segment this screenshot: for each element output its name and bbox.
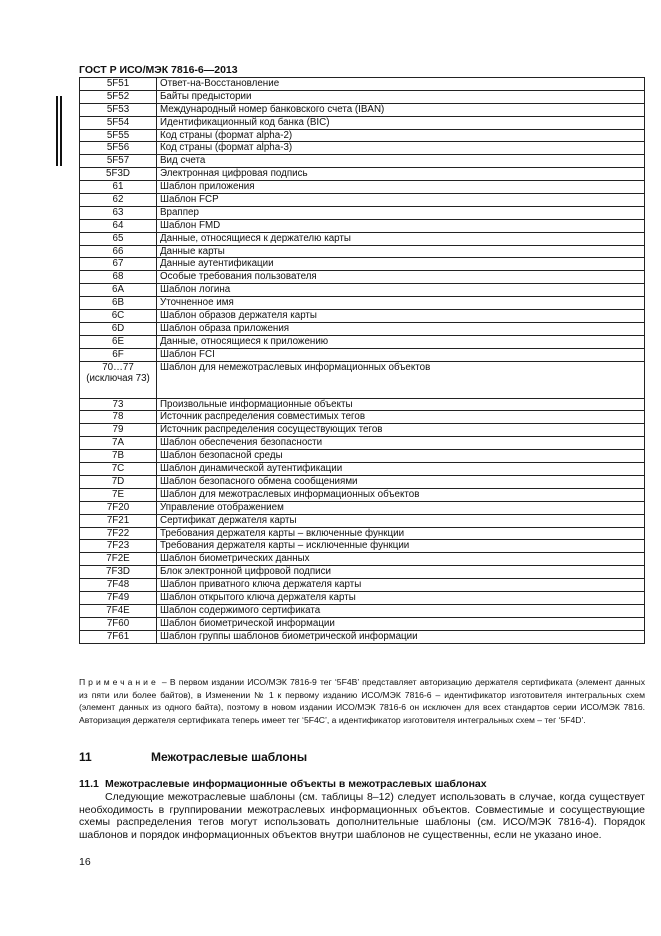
tag-description: Шаблон FCP <box>157 194 645 207</box>
tag-code: 6F <box>80 348 157 361</box>
tag-code: 7F48 <box>80 579 157 592</box>
tag-code: 7F2E <box>80 553 157 566</box>
tag-code: 6B <box>80 297 157 310</box>
tag-description: Особые требования пользователя <box>157 271 645 284</box>
tag-code: 6D <box>80 322 157 335</box>
tag-description: Шаблон биометрической информации <box>157 617 645 630</box>
tag-code: 78 <box>80 411 157 424</box>
tag-description: Произвольные информационные объекты <box>157 398 645 411</box>
table-row <box>80 232 645 245</box>
tag-code: 62 <box>80 194 157 207</box>
tag-code: 5F53 <box>80 103 157 116</box>
section-heading <box>79 750 307 764</box>
table-row <box>80 245 645 258</box>
table-row <box>80 90 645 103</box>
table-row <box>80 527 645 540</box>
tag-description: Враппер <box>157 206 645 219</box>
table-row <box>80 297 645 310</box>
table-row <box>80 142 645 155</box>
table-row <box>80 540 645 553</box>
tag-description: Шаблон для межотраслевых информационных объектов <box>157 488 645 501</box>
tag-description: Управление отображением <box>157 501 645 514</box>
page-number: 16 <box>79 856 91 868</box>
subsection-title: Межотраслевые информационные объекты в межотраслевых шаблонах <box>105 778 487 790</box>
tag-code: 7F23 <box>80 540 157 553</box>
tag-code: 5F54 <box>80 116 157 129</box>
table-row <box>80 116 645 129</box>
document-header: ГОСТ Р ИСО/МЭК 7816-6—2013 <box>79 64 238 76</box>
table-row <box>80 322 645 335</box>
tag-code: 7F22 <box>80 527 157 540</box>
table-row <box>80 310 645 323</box>
tag-code: 7E <box>80 488 157 501</box>
table-row <box>80 475 645 488</box>
body-paragraph: Следующие межотраслевые шаблоны (см. таблицы 8–12) следует использовать в случае, когда существует необходимость в группировании межотраслевых информационных объектов. Совместимые и сосуществующие схемы распределения тегов могут использовать дополнительные шаблоны (см. ИСО/МЭК 7816-4). Порядок шаблонов и порядок информационных объектов внутри шаблонов не существенны, если не указано иное. <box>79 791 645 842</box>
table-row <box>80 450 645 463</box>
table-row <box>80 488 645 501</box>
tag-code: 7D <box>80 475 157 488</box>
tag-description: Ответ-на-Восстановление <box>157 78 645 91</box>
table-row <box>80 129 645 142</box>
table-row <box>80 553 645 566</box>
tag-description: Шаблон биометрических данных <box>157 553 645 566</box>
tag-description: Данные, относящиеся к держателю карты <box>157 232 645 245</box>
table-row <box>80 617 645 630</box>
tag-description: Код страны (формат alpha-2) <box>157 129 645 142</box>
tag-code: 7F4E <box>80 604 157 617</box>
tag-description: Шаблон логина <box>157 284 645 297</box>
revision-bar <box>56 96 58 166</box>
tag-code: 7F20 <box>80 501 157 514</box>
table-row <box>80 566 645 579</box>
tags-table-body <box>80 78 645 644</box>
tag-description: Шаблон образов держателя карты <box>157 310 645 323</box>
tag-description: Шаблон динамической аутентификации <box>157 463 645 476</box>
tags-table <box>79 77 645 644</box>
tag-description: Шаблон FMD <box>157 219 645 232</box>
tag-code: 73 <box>80 398 157 411</box>
tag-code: 63 <box>80 206 157 219</box>
table-row <box>80 168 645 181</box>
tag-description: Данные аутентификации <box>157 258 645 271</box>
table-row <box>80 348 645 361</box>
note-text: – В первом издании ИСО/МЭК 7816-9 тег ‘5F4B’ представляет авторизацию держателя сертификата (элемент данных из пяти или более байтов), в Изменении № 1 к первому изданию ИСО/МЭК 7816-6 – идентификатор изготовителя интегральных схем (элемент данных из одного байта), поэтому в новом издании ИСО/МЭК 7816-6 он исключен для всех стандартов серии ИСО/МЭК 7816. Авторизация держателя сертификата теперь имеет тег ‘5F4C’, а идентификатор изготовителя интегральных схем – тег ‘5F4D’. <box>79 677 645 725</box>
tag-code: 6E <box>80 335 157 348</box>
table-row <box>80 630 645 643</box>
tag-code: 6C <box>80 310 157 323</box>
subsection-heading <box>79 778 487 790</box>
tag-description: Идентификационный код банка (BIC) <box>157 116 645 129</box>
revision-bar <box>60 96 62 166</box>
tag-description: Шаблон безопасного обмена сообщениями <box>157 475 645 488</box>
tag-code: 5F57 <box>80 155 157 168</box>
tag-description: Шаблон FCI <box>157 348 645 361</box>
table-row <box>80 194 645 207</box>
tag-description: Байты предыстории <box>157 90 645 103</box>
tag-code: 6A <box>80 284 157 297</box>
section-number: 11 <box>79 750 92 764</box>
tag-description: Шаблон открытого ключа держателя карты <box>157 591 645 604</box>
tag-description: Сертификат держателя карты <box>157 514 645 527</box>
table-row <box>80 463 645 476</box>
table-row <box>80 335 645 348</box>
tag-description: Блок электронной цифровой подписи <box>157 566 645 579</box>
tag-code: 7C <box>80 463 157 476</box>
tag-code: 5F51 <box>80 78 157 91</box>
tag-description: Шаблон для немежотраслевых информационных объектов <box>157 361 645 398</box>
tag-description: Шаблон безопасной среды <box>157 450 645 463</box>
table-row <box>80 437 645 450</box>
tag-code: 66 <box>80 245 157 258</box>
tag-description: Международный номер банковского счета (IBAN) <box>157 103 645 116</box>
tag-code: 7F61 <box>80 630 157 643</box>
tag-description: Электронная цифровая подпись <box>157 168 645 181</box>
tag-description: Код страны (формат alpha-3) <box>157 142 645 155</box>
subsection-number: 11.1 <box>79 778 99 790</box>
section-title: Межотраслевые шаблоны <box>151 750 308 764</box>
tag-description: Шаблон группы шаблонов биометрической информации <box>157 630 645 643</box>
tag-code: 64 <box>80 219 157 232</box>
table-row <box>80 103 645 116</box>
note-label: Примечание <box>79 677 159 687</box>
tag-code: 7F60 <box>80 617 157 630</box>
table-row <box>80 181 645 194</box>
tag-description: Шаблон приложения <box>157 181 645 194</box>
tag-code: 5F56 <box>80 142 157 155</box>
table-row <box>80 155 645 168</box>
tag-description: Источник распределения сосуществующих тегов <box>157 424 645 437</box>
tag-code: 61 <box>80 181 157 194</box>
tag-description: Источник распределения совместимых тегов <box>157 411 645 424</box>
tag-description: Шаблон содержимого сертификата <box>157 604 645 617</box>
tag-code: 65 <box>80 232 157 245</box>
tag-code: 7F21 <box>80 514 157 527</box>
tag-code: 67 <box>80 258 157 271</box>
tag-code: 5F55 <box>80 129 157 142</box>
tag-description: Вид счета <box>157 155 645 168</box>
table-row <box>80 258 645 271</box>
tag-code: 5F3D <box>80 168 157 181</box>
table-row <box>80 78 645 91</box>
tag-description: Уточненное имя <box>157 297 645 310</box>
tag-description: Требования держателя карты – исключенные функции <box>157 540 645 553</box>
tag-code: 70…77 (исключая 73) <box>80 361 157 398</box>
tag-code: 7F3D <box>80 566 157 579</box>
table-row <box>80 361 645 398</box>
tag-code: 79 <box>80 424 157 437</box>
table-note <box>79 676 645 726</box>
table-row <box>80 206 645 219</box>
table-row <box>80 271 645 284</box>
table-row <box>80 284 645 297</box>
table-row <box>80 579 645 592</box>
table-row <box>80 424 645 437</box>
tag-description: Требования держателя карты – включенные функции <box>157 527 645 540</box>
tag-code: 68 <box>80 271 157 284</box>
table-row <box>80 591 645 604</box>
table-row <box>80 219 645 232</box>
tag-description: Шаблон приватного ключа держателя карты <box>157 579 645 592</box>
table-row <box>80 398 645 411</box>
tag-code: 7B <box>80 450 157 463</box>
tag-code: 5F52 <box>80 90 157 103</box>
table-row <box>80 411 645 424</box>
tag-description: Шаблон образа приложения <box>157 322 645 335</box>
tag-description: Данные карты <box>157 245 645 258</box>
table-row <box>80 604 645 617</box>
tag-description: Шаблон обеспечения безопасности <box>157 437 645 450</box>
tag-code: 7F49 <box>80 591 157 604</box>
table-row <box>80 514 645 527</box>
tag-code: 7A <box>80 437 157 450</box>
tag-description: Данные, относящиеся к приложению <box>157 335 645 348</box>
table-row <box>80 501 645 514</box>
